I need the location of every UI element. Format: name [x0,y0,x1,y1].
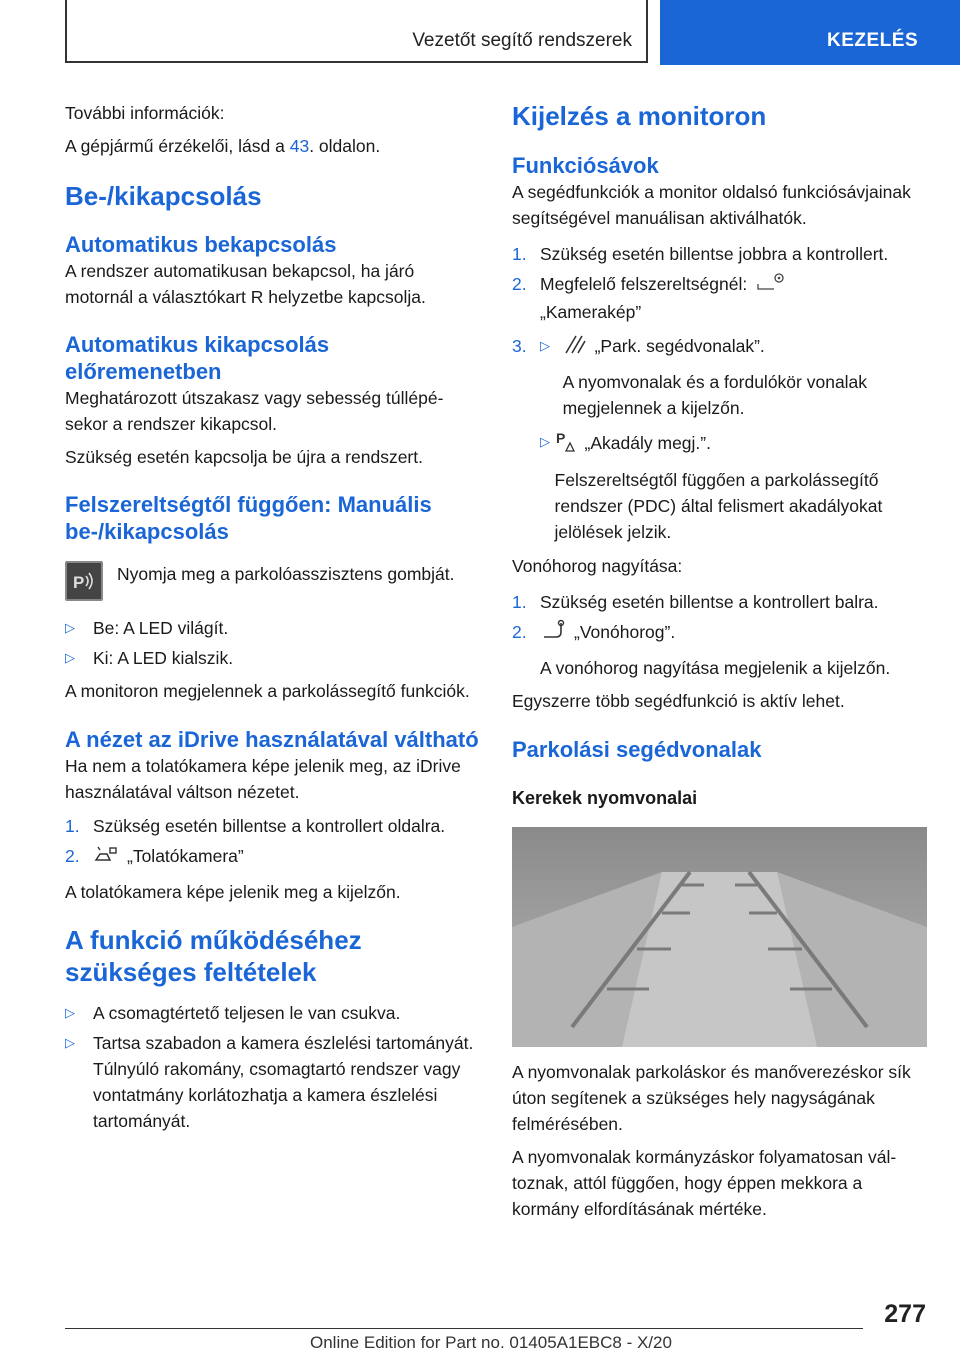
list-item: ▷ Be: A LED világít. [65,618,229,638]
camera-settings-icon [756,272,786,299]
towbar-icon [540,619,566,648]
monitor-text: A monitoron megjelennek a parkolássegítő funkciók. [65,681,470,701]
auto-off-text-2: Szükség esetén kapcsolja be újra a rendszert. [65,447,423,467]
auto-off-text: Meghatározott útszakasz vagy sebesség túllépésekor a rendszer kikapcsol. [65,388,444,434]
list-item: ▷ Ki: A LED kialszik. [65,648,234,668]
list-item: ▷ Tartsa szabadon a kamera észlelési tartományát. Túlnyúló rakomány, csomagtartó rendszer vagy vontatmány korlátozhatja a kamera észlelési tartományát. [65,1033,474,1131]
page-number: 277 [884,1300,926,1328]
idrive-text: Ha nem a tolatókamera képe jelenik meg, az iDrive használatával váltson nézetet. [65,756,461,802]
list-item: ▷ A csomagtértető teljesen le van csukva. [65,1003,401,1023]
obstacle-marking-icon [555,429,577,460]
parking-lines-icon [563,333,587,362]
heading-function-bars: Funkciósávok [512,153,659,178]
footer-edition: Online Edition for Part no. 01405A1EBC8 - X/20 [310,1333,672,1352]
heading-auto-on: Automatikus bekapcsolás [65,232,337,257]
list-item: 2. „Tolatókamera” [65,843,480,872]
right-column [512,100,932,1222]
list-item: 2. „Vonóhorog”. A vonóhorog nagyítása megjelenik a kijelzőn. [512,619,932,681]
rear-camera-icon [93,843,119,872]
heading-auto-off: Automatikus kikapcsolás előremenetben [65,332,330,384]
info-label: További információk: [65,103,225,123]
heading-conditions: A funkció működéséhez szükséges feltételek [65,925,362,987]
manual-button-text: Nyomja meg a parkolóasszisztens gombját. [117,564,455,584]
park-assist-button-icon [65,561,103,601]
wheel-tracks-illustration [512,827,927,1047]
footer-divider [65,1328,863,1329]
heading-guides: Parkolási segédvonalak [512,736,762,762]
list-item: 2. Megfelelő felszereltségnél: „Kamerakép” [512,271,932,325]
idrive-result: A tolatókamera képe jelenik meg a kijelzőn. [65,882,401,902]
multi-text: Egyszerre több segédfunkció is aktív lehet. [512,690,845,711]
heading-display: Kijelzés a monitoron [512,101,767,131]
left-column [65,100,480,1134]
svg-text:P: P [73,573,85,592]
list-item: 3. ▷ „Park. segédvonalak”. A nyomvonalak és a fordulókör vonalak megjelennek a kijelzőn. ▷ P „Akadály megj.”. Felszereltségtől függően a parkolássegítő rendszer (PDC) által felismert akadályokat jelölések jelzik. [512,333,932,545]
list-item: 1. Szükség esetén billentse a kontrollert oldalra. [65,816,446,836]
heading-on-off: Be-/kikapcsolás [65,181,262,211]
page-link[interactable]: 43 [289,136,310,156]
heading-manual: Felszereltségtől függően: Manuális be-/kikapcsolás [65,492,432,544]
heading-wheel-tracks: Kerekek nyomvonalai [512,787,698,808]
header-section-title: Vezetőt segítő rendszerek [412,30,632,51]
heading-idrive: A nézet az iDrive használatával váltható [65,727,479,752]
list-item: 1. Szükség esetén billentse a kontrollert balra. [512,591,879,612]
list-item: 1. Szükség esetén billentse jobbra a kontrollert. [512,244,889,264]
towbar-label: Vonóhorog nagyítása: [512,555,683,576]
svg-text:P: P [555,429,565,446]
tracks-text-2: A nyomvonalak kormányzáskor folyamatosan változnak, attól függően, hogy éppen mekkora a kormány elfordításának mértéke. [512,1146,897,1219]
auto-on-text: A rendszer automatikusan bekapcsol, ha járó motornál a választókart R helyzetbe kapcsolja. [65,261,426,307]
info-text: A gépjármű érzékelői, lásd a 43. oldalon. [65,136,381,156]
tracks-text: A nyomvonalak parkoláskor és manőverezéskor sík úton segítenek a szükséges hely nagyságának felmérésében. [512,1061,911,1134]
header-section-box [65,0,648,63]
header-tab-label[interactable]: KEZELÉS [827,30,919,51]
function-bars-text: A segédfunkciók a monitor oldalsó funkciósávjainak segítségével manuálisan aktiválhatók. [512,182,911,228]
pdc-instruction [65,561,480,601]
